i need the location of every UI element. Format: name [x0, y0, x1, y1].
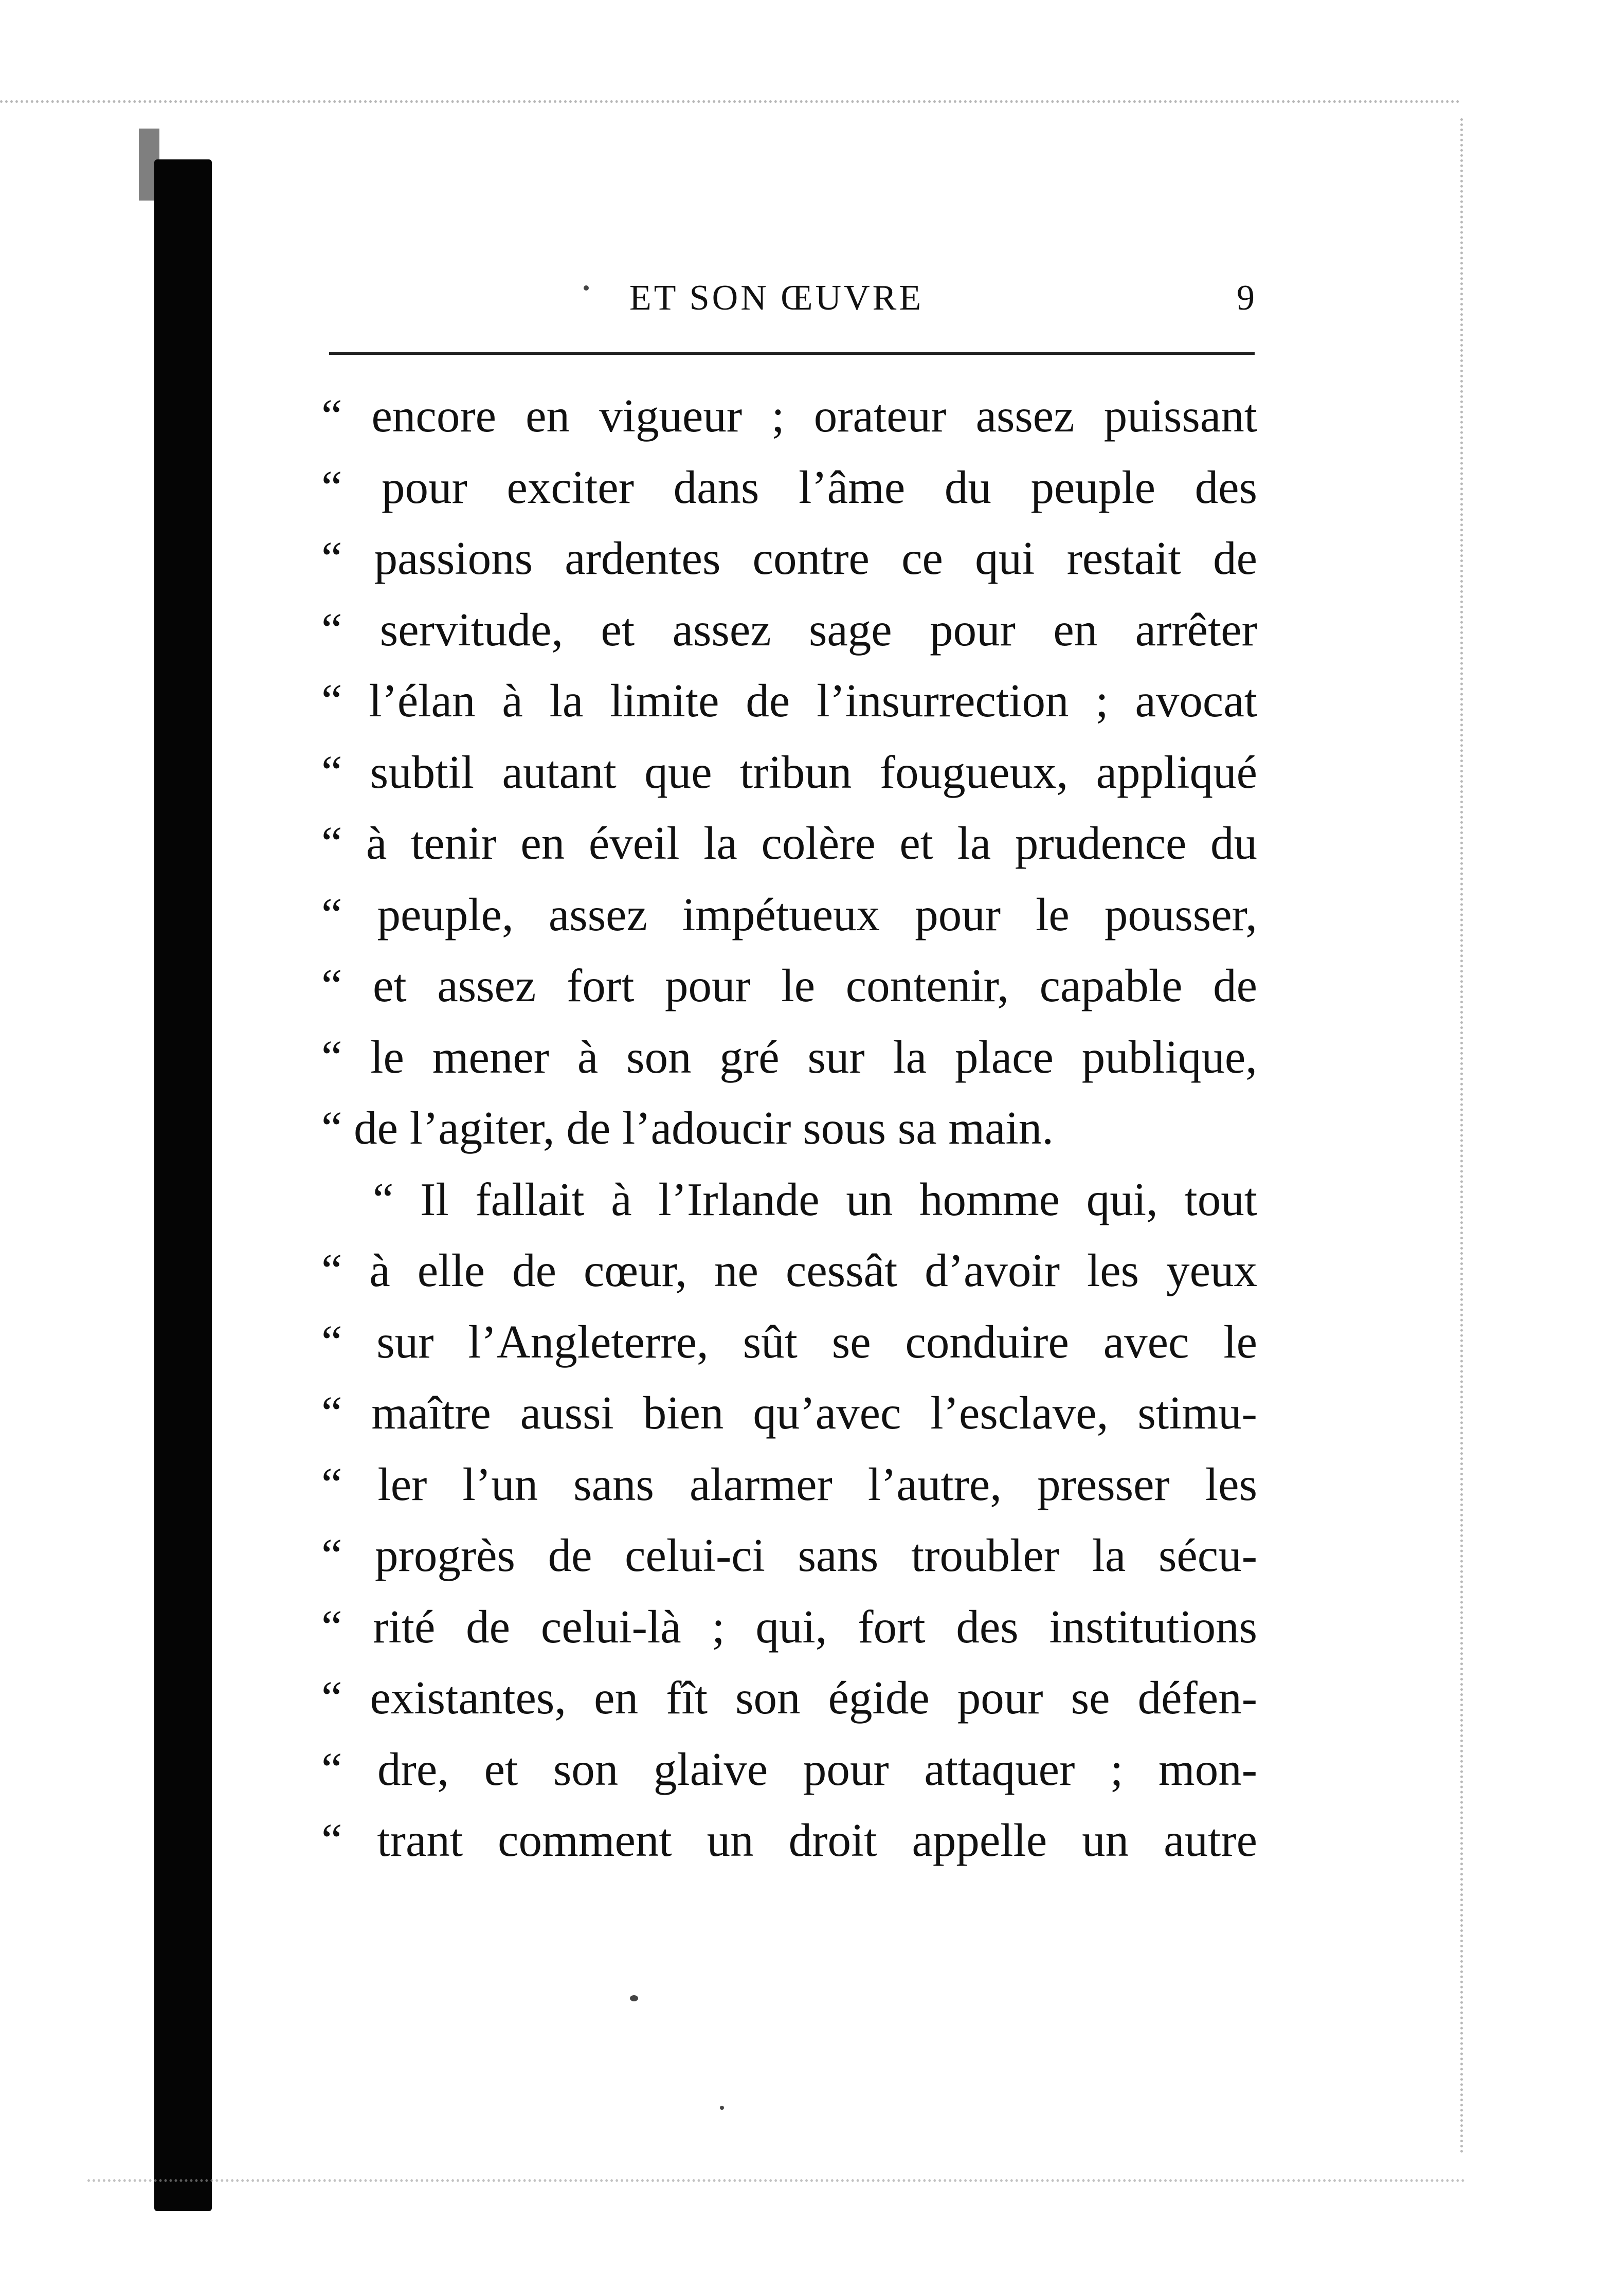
text-line: “ rité de celui-là ; qui, fort des institutions — [321, 1600, 1257, 1653]
scan-speck — [720, 2106, 724, 2110]
text-line: “ pour exciter dans l’âme du peuple des — [321, 461, 1257, 513]
page-number: 9 — [1237, 278, 1255, 318]
scan-right-edge — [1460, 118, 1469, 2155]
running-head — [329, 273, 1255, 334]
text-line: “ à tenir en éveil la colère et la prudence du — [321, 817, 1257, 869]
text-line: “ servitude, et assez sage pour en arrêter — [321, 603, 1257, 656]
scan-binding-bar — [154, 159, 212, 2211]
text-line: “ l’élan à la limite de l’insurrection ; avocat — [321, 675, 1257, 727]
text-line: “ subtil autant que tribun fougueux, appliqué — [321, 746, 1257, 798]
text-line: “ Il fallait à l’Irlande un homme qui, tout — [373, 1173, 1257, 1225]
text-line: “ sur l’Angleterre, sût se conduire avec le — [321, 1315, 1257, 1368]
text-line: “ progrès de celui-ci sans troubler la sécu- — [321, 1529, 1257, 1581]
text-line: “ dre, et son glaive pour attaquer ; mon- — [321, 1743, 1257, 1795]
text-line: “ trant comment un droit appelle un autre — [321, 1814, 1257, 1866]
text-line: “ peuple, assez impétueux pour le pousser, — [321, 888, 1257, 941]
text-line: “ et assez fort pour le contenir, capable de — [321, 960, 1257, 1011]
text-line: “ existantes, en fît son égide pour se défen- — [321, 1672, 1257, 1724]
scan-speck — [630, 1995, 638, 2001]
text-line: “ de l’agiter, de l’adoucir sous sa main. — [321, 1102, 1054, 1154]
text-line: “ encore en vigueur ; orateur assez puissant — [321, 390, 1257, 442]
text-line: “ le mener à son gré sur la place publique, — [321, 1031, 1257, 1083]
scan-bottom-edge — [87, 2179, 1465, 2192]
text-line: “ maître aussi bien qu’avec l’esclave, stimu- — [321, 1387, 1257, 1439]
text-line: “ passions ardentes contre ce qui restait de — [321, 532, 1257, 584]
scan-top-edge — [0, 100, 1460, 118]
text-line: “ ler l’un sans alarmer l’autre, presser les — [321, 1458, 1257, 1510]
text-line: “ à elle de cœur, ne cessât d’avoir les yeux — [321, 1244, 1257, 1296]
running-title: ET SON ŒUVRE — [629, 278, 924, 318]
body-text — [321, 381, 1257, 1876]
header-rule — [329, 352, 1255, 355]
